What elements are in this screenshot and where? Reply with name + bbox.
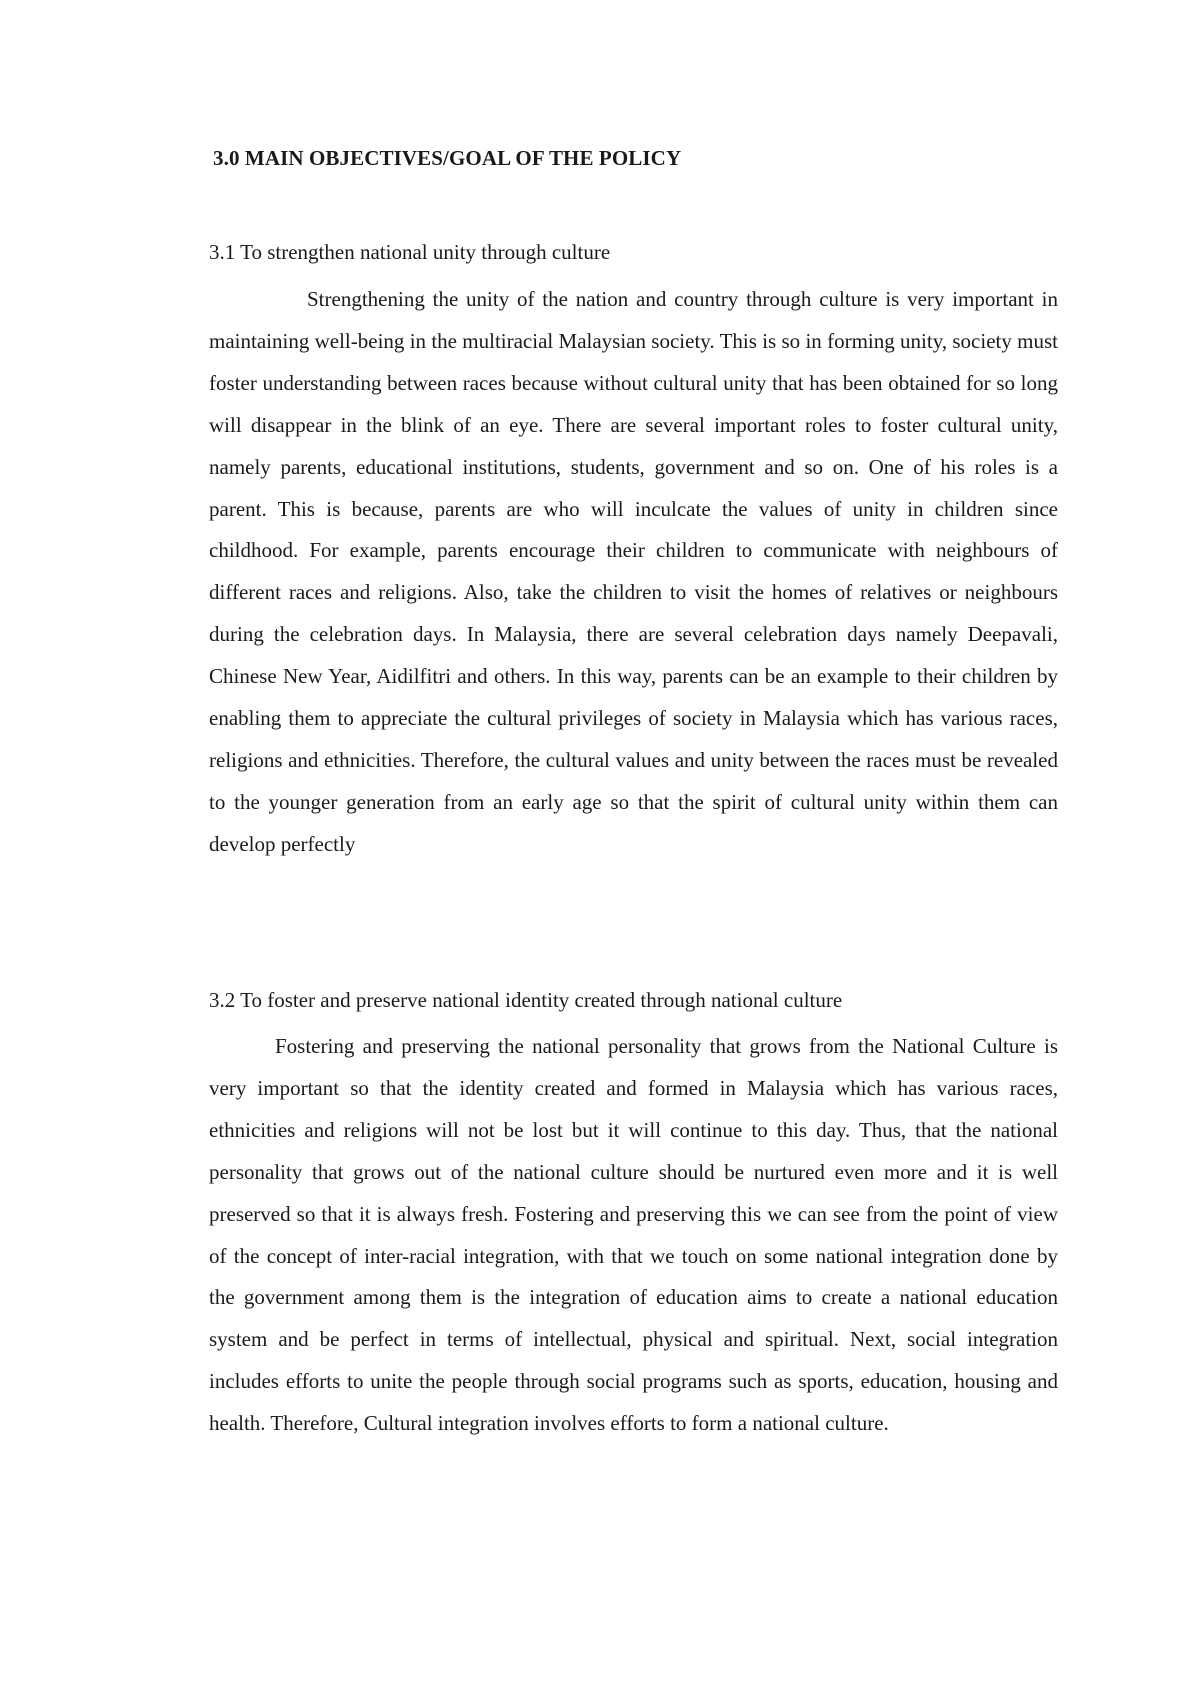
subsection-title-3-1: 3.1 To strengthen national unity through culture: [209, 240, 611, 264]
subsection-title-3-2: 3.2 To foster and preserve national identity created through national culture: [209, 988, 843, 1012]
subsection-paragraph-3-1: Strengthening the unity of the nation and country through culture is very important in maintaining well-being in the multiracial Malaysian society. This is so in forming unity, society must foster understanding between races because without cultural unity that has been obtained for so long will disappear in the blink of an eye. There are several important roles to foster cultural unity, namely parents, educational institutions, students, government and so on. One of his roles is a parent. This is because, parents are who will inculcate the values of unity in children since childhood. For example, parents encourage their children to communicate with neighbours of different races and religions. Also, take the children to visit the homes of relatives or neighbours during the celebration days. In Malaysia, there are several celebration days namely Deepavali, Chinese New Year, Aidilfitri and others. In this way, parents can be an example to their children by enabling them to appreciate the cultural privileges of society in Malaysia which has various races, religions and ethnicities. Therefore, the cultural values and unity between the races must be revealed to the younger generation from an early age so that the spirit of cultural unity within them can develop perfectly: [209, 287, 1058, 856]
subsection-paragraph-3-2: Fostering and preserving the national personality that grows from the National Culture is very important so that the identity created and formed in Malaysia which has various races, ethnicities and religions will not be lost but it will continue to this day. Thus, that the national personality that grows out of the national culture should be nurtured even more and it is well preserved so that it is always fresh. Fostering and preserving this we can see from the point of view of the concept of inter-racial integration, with that we touch on some national integration done by the government among them is the integration of education aims to create a national education system and be perfect in terms of intellectual, physical and spiritual. Next, social integration includes efforts to unite the people through social programs such as sports, education, housing and health. Therefore, Cultural integration involves efforts to form a national culture.: [209, 1034, 1058, 1436]
section-heading: 3.0 MAIN OBJECTIVES/GOAL OF THE POLICY: [213, 146, 682, 170]
